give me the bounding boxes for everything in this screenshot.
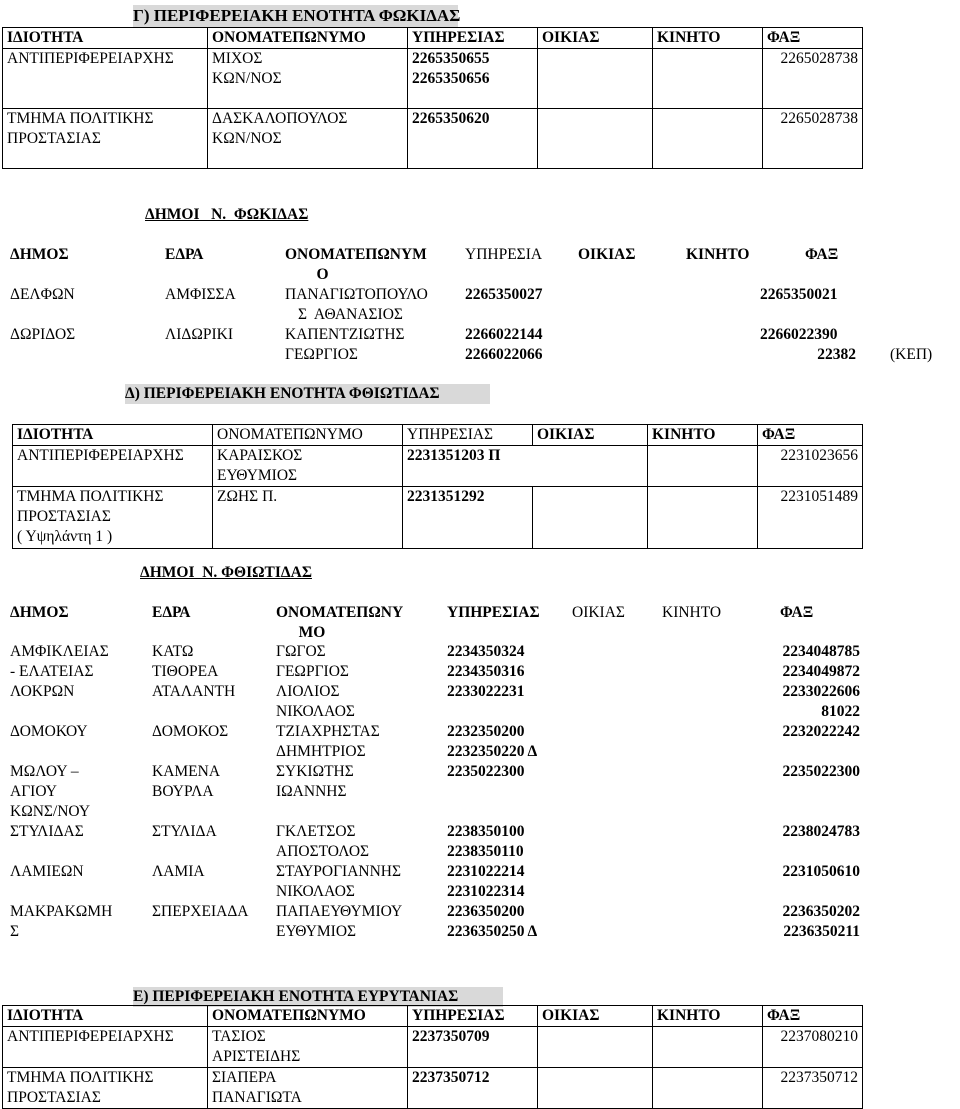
- edra-cell: ΑΜΦΙΣΣΑ: [165, 286, 236, 303]
- name-cell: [213, 446, 403, 487]
- section-e-table: [2, 1005, 863, 1109]
- mobile-cell: [648, 487, 758, 549]
- service-phone-cell: [447, 822, 765, 862]
- fax-cell: 2265028738: [763, 49, 863, 109]
- name-line: ΚΩΝ/ΝΟΣ: [212, 70, 282, 87]
- edra-cell: ΛΙΔΩΡΙΚΙ: [165, 326, 234, 343]
- name-line: ΠΑΝΑΓΙΩΤΑ: [212, 1089, 302, 1106]
- header-cell: ΥΠΗΡΕΣΙΑΣ: [408, 28, 538, 49]
- service-phone-cell: 2265350620: [408, 109, 538, 169]
- service-phone-cell: [447, 722, 765, 762]
- phone-line: 2265350656: [412, 70, 490, 87]
- fax-cell: 2231051489: [758, 487, 863, 549]
- fax-header: ΦΑΞ: [805, 246, 839, 263]
- service-phone: 2266022066: [465, 346, 543, 363]
- header-cell: ΟΝΟΜΑΤΕΠΩΝΥΜΟ: [208, 1006, 408, 1027]
- dimos-cell: [10, 862, 152, 902]
- cell-line: 2231022314: [447, 883, 525, 900]
- cell-line: ΝΙΚΟΛΑΟΣ: [276, 703, 355, 720]
- cell-line: ΑΠΟΣΤΟΛΟΣ: [276, 843, 370, 860]
- role-cell: ΑΝΤΙΠΕΡΙΦΕΡΕΙΑΡΧΗΣ: [13, 446, 213, 487]
- name-cell: [276, 902, 447, 942]
- table-row: [13, 487, 863, 549]
- edra-cell: [152, 682, 276, 722]
- header-cell: ΦΑΞ: [763, 28, 863, 49]
- role-cell: [3, 1068, 208, 1109]
- edra-header: ΕΔΡΑ: [152, 604, 191, 621]
- header-cell: ΟΙΚΙΑΣ: [538, 1006, 653, 1027]
- name-cell: [276, 822, 447, 862]
- cell-line: ΛΑΜΙΑ: [152, 863, 205, 880]
- dimoi-fthiotidas-title: ΔΗΜΟΙ Ν. ΦΘΙΩΤΙΔΑΣ: [140, 564, 312, 581]
- cell-line: ΑΜΦΙΚΛΕΙΑΣ: [10, 643, 109, 660]
- cell-line: ΕΥΘΥΜΙΟΣ: [276, 923, 357, 940]
- service-phone-cell: [447, 682, 765, 722]
- name-cell: ΠΑΝΑΓΙΩΤΟΠΟΥΛΟ: [285, 286, 428, 303]
- section-d-table: [12, 424, 863, 549]
- role-line: ΤΜΗΜΑ ΠΟΛΙΤΙΚΗΣ: [17, 488, 164, 505]
- name-cell: Σ ΑΘΑΝΑΣΙΟΣ: [298, 306, 403, 323]
- role-line: ΤΜΗΜΑ ΠΟΛΙΤΙΚΗΣ: [7, 110, 154, 127]
- table-row: [13, 446, 863, 487]
- cell-line: 2238350110: [447, 843, 524, 860]
- fax-number: 22382: [817, 346, 856, 363]
- role-line: ΠΡΟΣΤΑΣΙΑΣ: [7, 130, 101, 147]
- table-row: [3, 109, 863, 169]
- edra-cell: [152, 722, 276, 762]
- table-row: [10, 682, 860, 722]
- dimos-header: ΔΗΜΟΣ: [10, 246, 69, 263]
- cell-line: ΓΕΩΡΓΙΟΣ: [276, 663, 349, 680]
- role-line: ( Υψηλάντη 1 ): [17, 528, 113, 545]
- name-cell: ΓΕΩΡΓΙΟΣ: [285, 346, 358, 363]
- cell-line: 2234049872: [782, 663, 860, 680]
- fax-cell: [765, 762, 860, 822]
- header-cell: ΟΝΟΜΑΤΕΠΩΝΥΜΟ: [213, 425, 403, 446]
- name-line: ΜΙΧΟΣ: [212, 50, 263, 67]
- fax-cell: [765, 722, 860, 762]
- service-phone-cell: [408, 49, 538, 109]
- table-row: [10, 862, 860, 902]
- dimos-cell: ΔΕΛΦΩΝ: [10, 286, 75, 303]
- cell-line: 81022: [821, 703, 860, 720]
- cell-line: 2236350200: [447, 903, 525, 920]
- section-g-title: [133, 5, 461, 27]
- edra-cell: [152, 822, 276, 862]
- fax-cell: [765, 642, 860, 682]
- fax-cell: [765, 822, 860, 862]
- name-line: ΑΡΙΣΤΕΙΔΗΣ: [212, 1048, 301, 1065]
- cell-line: ΙΩΑΝΝΗΣ: [276, 783, 347, 800]
- cell-line: 2235022300: [782, 763, 860, 780]
- onoma-header: ΟΝΟΜΑΤΕΠΩΝΥΜ: [285, 246, 427, 263]
- dimoi-fokidas-title: ΔΗΜΟΙ Ν. ΦΩΚΙΔΑΣ: [145, 206, 309, 223]
- cell-line: 2233022606: [782, 683, 860, 700]
- fax-header: ΦΑΞ: [780, 604, 814, 621]
- role-line: ΠΡΟΣΤΑΣΙΑΣ: [7, 1089, 101, 1106]
- fax-number: 2265350021: [760, 286, 838, 303]
- role-cell: ΑΝΤΙΠΕΡΙΦΕΡΕΙΑΡΧΗΣ: [3, 49, 208, 109]
- name-line: ΚΩΝ/ΝΟΣ: [212, 130, 282, 147]
- role-line: ΠΡΟΣΤΑΣΙΑΣ: [17, 508, 111, 525]
- section-g-title-text: Γ) ΠΕΡΙΦΕΡΕΙΑΚΗ ΕΝΟΤΗΤΑ ΦΩΚΙΔΑΣ: [133, 6, 461, 25]
- name-cell: [208, 1068, 408, 1109]
- service-phone-cell: [447, 862, 765, 902]
- cell-line: ΠΑΠΑΕΥΘΥΜΙΟΥ: [276, 903, 403, 920]
- service-phone-cell: [447, 902, 765, 942]
- name-line: ΣΙΑΠΕΡΑ: [212, 1069, 277, 1086]
- home-phone-cell: [538, 109, 653, 169]
- fax-cell: [765, 902, 860, 942]
- cell-line: 2232350220 Δ: [447, 743, 538, 760]
- section-e-title-text: Ε) ΠΕΡΙΦΕΡΕΙΑΚΗ ΕΝΟΤΗΤΑ ΕΥΡΥΤΑΝΙΑΣ: [133, 988, 459, 1005]
- header-cell: ΟΙΚΙΑΣ: [533, 425, 648, 446]
- cell-line: ΔΟΜΟΚΟΣ: [152, 723, 229, 740]
- name-cell: [208, 49, 408, 109]
- cell-line: ΤΖΙΑΧΡΗΣΤΑΣ: [276, 723, 380, 740]
- dimos-cell: [10, 722, 152, 762]
- header-cell: ΟΝΟΜΑΤΕΠΩΝΥΜΟ: [208, 28, 408, 49]
- note-text: (ΚΕΠ): [890, 346, 933, 363]
- table-header-row: [3, 1006, 863, 1027]
- cell-line: 2235022300: [447, 763, 525, 780]
- mobile-cell: [653, 109, 763, 169]
- service-phone-cell: [403, 446, 648, 487]
- home-phone-cell: [533, 487, 648, 549]
- cell-line: 2233022231: [447, 683, 525, 700]
- cell-line: ΝΙΚΟΛΑΟΣ: [276, 883, 355, 900]
- home-phone-cell: [538, 49, 653, 109]
- cell-line: ΚΩΝΣ/ΝΟΥ: [10, 803, 91, 820]
- phone-line: 2265350655: [412, 50, 490, 67]
- cell-line: ΒΟΥΡΛΑ: [152, 783, 214, 800]
- name-cell: [276, 862, 447, 902]
- service-phone: 2266022144: [465, 326, 543, 343]
- cell-line: ΑΤΑΛΑΝΤΗ: [152, 683, 236, 700]
- cell-line: ΔΟΜΟΚΟΥ: [10, 723, 88, 740]
- header-cell: ΙΔΙΟΤΗΤΑ: [3, 1006, 208, 1027]
- header-cell: ΙΔΙΟΤΗΤΑ: [13, 425, 213, 446]
- edra-cell: [152, 902, 276, 942]
- dimos-cell: [10, 902, 152, 942]
- section-e-title: [133, 987, 503, 1007]
- role-cell: [13, 487, 213, 549]
- cell-line: ΓΩΓΟΣ: [276, 643, 326, 660]
- cell-line: ΣΤΥΛΙΔΑΣ: [10, 823, 84, 840]
- header-cell: ΦΑΞ: [758, 425, 863, 446]
- name-cell: [276, 722, 447, 762]
- table-row: [10, 822, 860, 862]
- cell-line: Σ: [10, 923, 20, 940]
- cell-line: ΑΓΙΟΥ: [10, 783, 57, 800]
- section-g-table: [2, 27, 863, 169]
- cell-line: ΣΥΚΙΩΤΗΣ: [276, 763, 354, 780]
- cell-line: 2234350316: [447, 663, 525, 680]
- phone-line: 2231351203 Π: [407, 447, 501, 464]
- header-cell: ΦΑΞ: [763, 1006, 863, 1027]
- fax-number: 2266022390: [760, 326, 838, 343]
- cell-line: ΣΠΕΡΧΕΙΑΔΑ: [152, 903, 249, 920]
- cell-line: - ΕΛΑΤΕΙΑΣ: [10, 663, 94, 680]
- edra-cell: [152, 642, 276, 682]
- table-row: [3, 1068, 863, 1109]
- cell-line: 2232350200: [447, 723, 525, 740]
- table-row: [10, 762, 860, 822]
- name-line: ΔΑΣΚΑΛΟΠΟΥΛΟΣ: [212, 110, 348, 127]
- cell-line: 2236350211: [783, 923, 860, 940]
- onoma-header: ΟΝΟΜΑΤΕΠΩΝΥ: [276, 604, 404, 621]
- svc-header: ΥΠΗΡΕΣΙΑΣ: [447, 604, 540, 621]
- cell-line: ΜΩΛΟΥ –: [10, 763, 79, 780]
- header-cell: ΥΠΗΡΕΣΙΑΣ: [408, 1006, 538, 1027]
- header-cell: ΟΙΚΙΑΣ: [538, 28, 653, 49]
- cell-line: 2231022214: [447, 863, 525, 880]
- table-row: [10, 722, 860, 762]
- header-cell: ΚΙΝΗΤΟ: [648, 425, 758, 446]
- name-cell: [208, 1027, 408, 1068]
- dimoi-fthiotidas-list: [10, 642, 860, 942]
- cell-line: ΚΑΤΩ: [152, 643, 194, 660]
- table-row: [10, 642, 860, 682]
- role-cell: ΑΝΤΙΠΕΡΙΦΕΡΕΙΑΡΧΗΣ: [3, 1027, 208, 1068]
- name-cell: [276, 642, 447, 682]
- cell-line: 2232022242: [782, 723, 860, 740]
- cell-line: 2234350324: [447, 643, 525, 660]
- oikias-header: ΟΙΚΙΑΣ: [578, 246, 636, 263]
- name-cell: ΖΩΗΣ Π.: [213, 487, 403, 549]
- fax-cell: [765, 862, 860, 902]
- dimos-cell: [10, 822, 152, 862]
- onoma-header-cont: Ο: [316, 266, 329, 283]
- dimos-cell: ΔΩΡΙΔΟΣ: [10, 326, 76, 343]
- header-cell: ΚΙΝΗΤΟ: [653, 28, 763, 49]
- fax-cell: 2237080210: [763, 1027, 863, 1068]
- svc-header: ΥΠΗΡΕΣΙΑ: [465, 246, 543, 263]
- role-cell: [3, 109, 208, 169]
- cell-line: ΓΚΛΕΤΣΟΣ: [276, 823, 356, 840]
- table-row: [3, 49, 863, 109]
- table-row: [3, 1027, 863, 1068]
- header-cell: ΚΙΝΗΤΟ: [653, 1006, 763, 1027]
- table-header-row: [3, 28, 863, 49]
- name-cell: [276, 682, 447, 722]
- mobile-cell: [653, 49, 763, 109]
- fax-cell: [765, 682, 860, 722]
- header-cell: ΙΔΙΟΤΗΤΑ: [3, 28, 208, 49]
- mobile-cell: [653, 1068, 763, 1109]
- dimos-cell: [10, 642, 152, 682]
- cell-line: 2231050610: [782, 863, 860, 880]
- name-line: ΤΑΣΙΟΣ: [212, 1028, 266, 1045]
- cell-line: ΚΑΜΕΝΑ: [152, 763, 221, 780]
- mobile-cell: [648, 446, 758, 487]
- fax-cell: 2231023656: [758, 446, 863, 487]
- edra-cell: [152, 862, 276, 902]
- edra-cell: [152, 762, 276, 822]
- section-d-title-text: Δ) ΠΕΡΙΦΕΡΕΙΑΚΗ ΕΝΟΤΗΤΑ ΦΘΙΩΤΙΔΑΣ: [125, 385, 440, 402]
- onoma-header-cont: ΜΟ: [298, 624, 326, 641]
- service-phone: 2265350027: [465, 286, 543, 303]
- service-phone-cell: 2237350712: [408, 1068, 538, 1109]
- role-line: ΤΜΗΜΑ ΠΟΛΙΤΙΚΗΣ: [7, 1069, 154, 1086]
- edra-header: ΕΔΡΑ: [165, 246, 204, 263]
- cell-line: ΜΑΚΡΑΚΩΜΗ: [10, 903, 113, 920]
- name-cell: [276, 762, 447, 822]
- dimos-cell: [10, 682, 152, 722]
- fax-cell: 2265028738: [763, 109, 863, 169]
- table-row: [10, 902, 860, 942]
- cell-line: ΛΑΜΙΕΩΝ: [10, 863, 84, 880]
- kinito-header: ΚΙΝΗΤΟ: [662, 604, 722, 621]
- cell-line: ΛΟΚΡΩΝ: [10, 683, 75, 700]
- cell-line: 2236350250 Δ: [447, 923, 538, 940]
- cell-line: ΛΙΟΛΙΟΣ: [276, 683, 340, 700]
- dimos-cell: [10, 762, 152, 822]
- name-cell: ΚΑΠΕΝΤΖΙΩΤΗΣ: [285, 326, 405, 343]
- service-phone-cell: 2237350709: [408, 1027, 538, 1068]
- name-cell: [208, 109, 408, 169]
- kinito-header: ΚΙΝΗΤΟ: [686, 246, 750, 263]
- dimos-header: ΔΗΜΟΣ: [10, 604, 69, 621]
- header-cell: ΥΠΗΡΕΣΙΑΣ: [403, 425, 533, 446]
- name-line: ΕΥΘΥΜΙΟΣ: [217, 467, 298, 484]
- cell-line: ΔΗΜΗΤΡΙΟΣ: [276, 743, 366, 760]
- cell-line: 2238024783: [782, 823, 860, 840]
- oikias-header: ΟΙΚΙΑΣ: [572, 604, 625, 621]
- name-line: ΚΑΡΑΙΣΚΟΣ: [217, 447, 303, 464]
- home-phone-cell: [538, 1068, 653, 1109]
- cell-line: 2234048785: [782, 643, 860, 660]
- cell-line: ΣΤΑΥΡΟΓΙΑΝΝΗΣ: [276, 863, 402, 880]
- table-header-row: [13, 425, 863, 446]
- home-phone-cell: [538, 1027, 653, 1068]
- mobile-cell: [653, 1027, 763, 1068]
- service-phone-cell: [447, 762, 765, 822]
- cell-line: ΣΤΥΛΙΔΑ: [152, 823, 217, 840]
- cell-line: 2236350202: [782, 903, 860, 920]
- fax-cell: 2237350712: [763, 1068, 863, 1109]
- cell-line: 2238350100: [447, 823, 525, 840]
- service-phone-cell: 2231351292: [403, 487, 533, 549]
- section-d-title: [125, 384, 490, 404]
- cell-line: ΤΙΘΟΡΕΑ: [152, 663, 219, 680]
- service-phone-cell: [447, 642, 765, 682]
